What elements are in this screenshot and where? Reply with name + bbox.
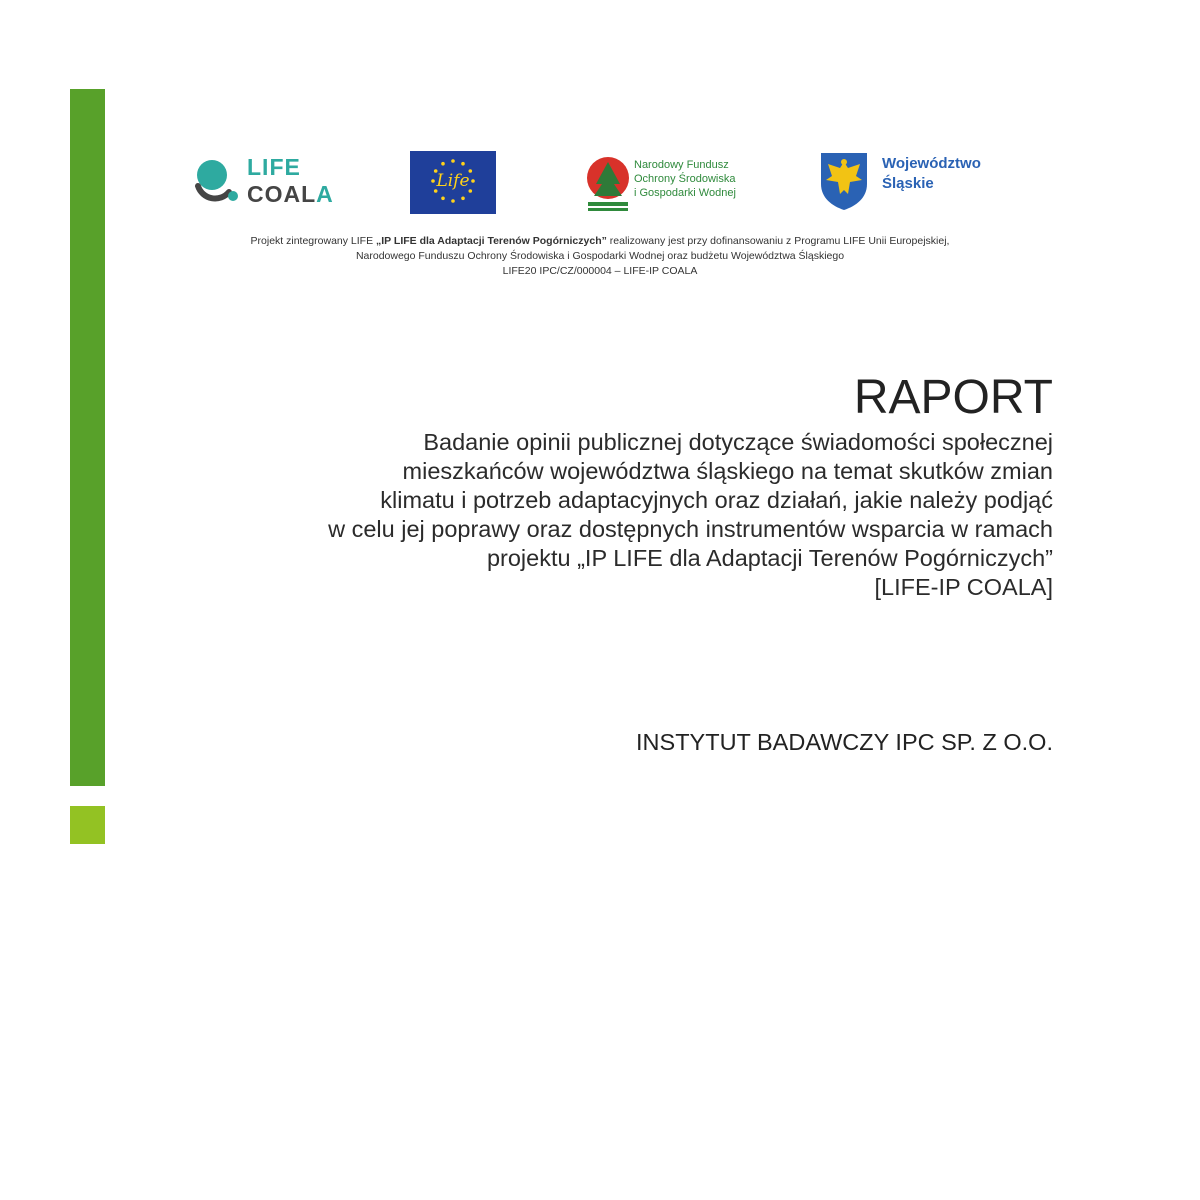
institute-name: INSTYTUT BADAWCZY IPC SP. Z O.O.: [636, 729, 1053, 755]
nfosigw-logo: [586, 154, 756, 214]
nfosigw-text: [634, 158, 754, 200]
coala-name-accent: A: [316, 181, 334, 207]
subtitle-line: w celu jej poprawy oraz dostępnych instrumentów wsparcia w ramach: [328, 516, 1053, 542]
life-coala-logo: [193, 152, 334, 212]
nfosigw-line: Ochrony Środowiska: [634, 173, 736, 185]
eu-life-word: Life: [436, 171, 470, 191]
slaskie-line: Śląskie: [882, 175, 934, 192]
funding-note: [100, 234, 1100, 279]
subtitle-line: klimatu i potrzeb adaptacyjnych oraz działań, jakie należy podjąć: [380, 487, 1053, 513]
coala-life-text: LIFE: [247, 154, 301, 180]
coala-circle-icon: [193, 156, 243, 206]
slaskie-line: Województwo: [882, 155, 981, 172]
funding-pre: Projekt zintegrowany LIFE: [250, 235, 377, 247]
subtitle-line: [LIFE-IP COALA]: [874, 574, 1053, 600]
eagle-coat-of-arms-icon: [818, 150, 870, 212]
funding-post: realizowany jest przy dofinansowaniu z Programu LIFE Unii Europejskiej,: [606, 235, 950, 247]
funding-line-2: Narodowego Funduszu Ochrony Środowiska i Gospodarki Wodnej oraz budżetu Województwa Śląskiego: [355, 250, 845, 262]
nfosigw-line: i Gospodarki Wodnej: [634, 187, 736, 199]
slaskie-text: [882, 154, 981, 194]
nfosigw-tree-icon: [586, 154, 632, 214]
coala-name-text: [247, 181, 334, 208]
eu-life-logo: [410, 151, 496, 214]
report-subtitle: [153, 428, 1053, 602]
funding-line-1: [100, 234, 1100, 249]
report-title-block: [153, 370, 1053, 602]
funding-project-name: „IP LIFE dla Adaptacji Terenów Pogórniczych”: [376, 235, 607, 247]
subtitle-line: projektu „IP LIFE dla Adaptacji Terenów Pogórniczych”: [486, 545, 1053, 571]
green-side-square: [70, 806, 105, 844]
subtitle-line: Badanie opinii publicznej dotyczące świadomości społecznej: [423, 429, 1053, 455]
subtitle-line: mieszkańców województwa śląskiego na temat skutków zmian: [402, 458, 1053, 484]
funding-line-3: LIFE20 IPC/CZ/000004 – LIFE-IP COALA: [502, 265, 698, 277]
logo-strip: [0, 148, 1200, 218]
wojewodztwo-slaskie-logo: [818, 150, 998, 214]
nfosigw-line: Narodowy Fundusz: [634, 159, 729, 171]
report-title: RAPORT: [853, 371, 1053, 424]
coala-name-main: COAL: [247, 181, 317, 207]
